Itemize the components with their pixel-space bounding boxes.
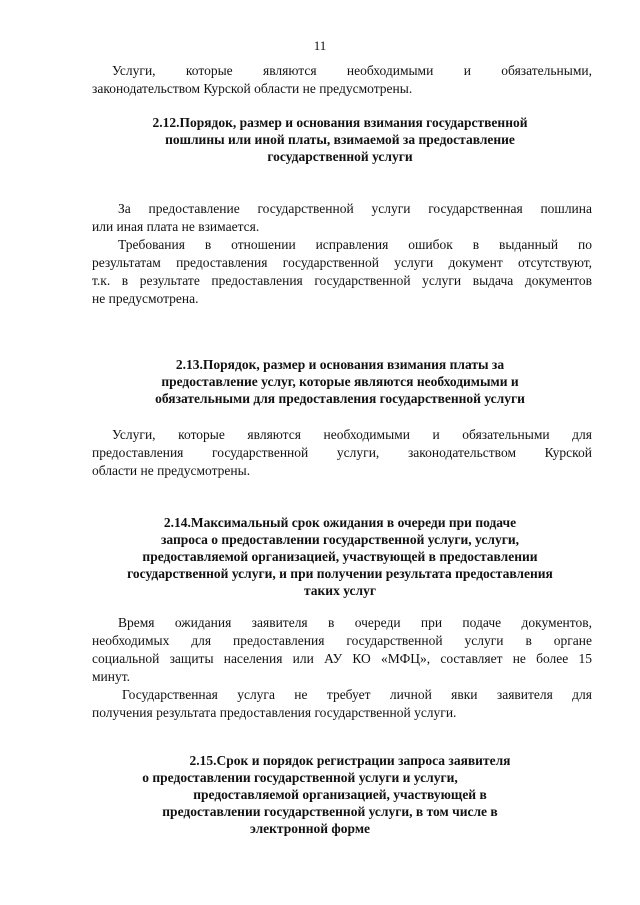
section-heading-2-13: предоставление услуг, которые являются необходимыми и [161, 374, 519, 389]
section-heading-2-13: обязательными для предоставления государственной услуги [155, 391, 525, 406]
section-heading-2-14: государственной услуги, и при получении результата предоставления [127, 566, 553, 581]
paragraph-line: предоставления государственной услуги, законодательством Курской [92, 445, 592, 460]
paragraph-line: области не предусмотрены. [92, 463, 251, 478]
paragraph-line: минут. [92, 669, 131, 684]
section-heading-2-14: запроса о предоставлении государственной услуги, услуги, [160, 532, 519, 547]
section-heading-2-13: 2.13.Порядок, размер и основания взимания платы за [175, 357, 505, 372]
intro-line: Услуги, которые являются необходимыми и обязательными, [112, 63, 592, 78]
paragraph-line: социальной защиты населения или АУ КО «МФЦ», составляет не более 15 [92, 651, 592, 666]
page-number: 11 [313, 38, 327, 53]
section-heading-2-15: предоставлении государственной услуги, в том числе в [162, 804, 498, 819]
paragraph-line: не предусмотрена. [92, 291, 199, 306]
paragraph-line: Услуги, которые являются необходимыми и обязательными для [112, 427, 592, 442]
paragraph-line: результатам предоставления государственной услуги документ отсутствуют, [92, 255, 592, 270]
section-heading-2-14: предоставляемой организацией, участвующей в предоставлении [142, 549, 538, 564]
paragraph-line: или иная плата не взимается. [92, 219, 260, 234]
intro-line: законодательством Курской области не предусмотрены. [92, 81, 413, 96]
section-heading-2-14: таких услуг [303, 583, 376, 598]
paragraph-line: необходимых для предоставления государственной услуги в органе [92, 633, 592, 648]
section-heading-2-12: пошлины или иной платы, взимаемой за предоставление [165, 132, 515, 147]
section-heading-2-15: 2.15.Срок и порядок регистрации запроса заявителя [189, 753, 511, 768]
paragraph-line: т.к. в результате предоставления государственной услуги выдача документов [92, 273, 592, 288]
paragraph-line: За предоставление государственной услуги государственная пошлина [118, 201, 592, 216]
paragraph-line: Требования в отношении исправления ошибок в выданный по [118, 237, 592, 252]
section-heading-2-15: предоставляемой организацией, участвующей в [193, 787, 487, 802]
paragraph-line: Время ожидания заявителя в очереди при подаче документов, [118, 615, 592, 630]
section-heading-2-15: о предоставлении государственной услуги и услуги, [142, 770, 458, 785]
paragraph-line: Государственная услуга не требует личной явки заявителя для [122, 687, 592, 702]
section-heading-2-12: государственной услуги [267, 149, 413, 164]
section-heading-2-15: электронной форме [249, 821, 371, 836]
section-heading-2-14: 2.14.Максимальный срок ожидания в очереди при подаче [163, 515, 517, 530]
section-heading-2-12: 2.12.Порядок, размер и основания взимания государственной [152, 115, 528, 130]
paragraph-line: получения результата предоставления государственной услуги. [92, 705, 457, 720]
